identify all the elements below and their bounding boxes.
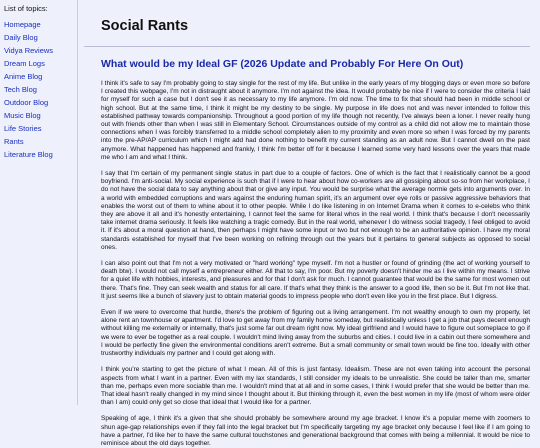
sidebar-link-anime-blog[interactable]: Anime Blog bbox=[4, 72, 43, 81]
sidebar-heading: List of topics: bbox=[4, 4, 48, 13]
title-divider bbox=[84, 46, 530, 47]
post-title: What would be my Ideal GF (2026 Update and Probably For Here On Out) bbox=[101, 58, 464, 70]
sidebar-link-dream-logs[interactable]: Dream Logs bbox=[4, 59, 45, 68]
sidebar-link-life-stories[interactable]: Life Stories bbox=[4, 124, 42, 133]
post-body bbox=[101, 80, 530, 448]
post-paragraph: I think you're starting to get the picture of what I mean. All of this is just fantasy. Idealism. These are not even taking into account the personal aspects from what I want in a partner. Even with my lax standards, I still consider my ideals to be unrealistic. She could be taller than me, smarter than me, perhaps even more sociable than me. I wouldn't mind that at all and in some cases, I think I would prefer that she would be better than me. That ideal hasn't really changed in my mind since I thought about it. But thinking through it, even the best women in my life (most of whom were older than I am) could only get so close that ideal that I would like for a partner. bbox=[101, 366, 530, 407]
post-paragraph: I say that I'm certain of my permanent single status in part due to a couple of factors. One of which is the fact that I realistically cannot be a good boyfriend. I'm anti-social. My social experience is such that if I were to hear about how co-workers are all gossiping about so-so from her workplace, I do not have the social data to say anything about that or give any input. You would be surprise what the average normie gets into arguments over. In a world with embedded corruptions and wars against the enduring human spirit, it's an argument over eye rolls or passive aggressive behaviors that enables the worst out of them to whine about it to other people. While I do like listening in on Internet Drama when it comes to e-celebs who think they are above it all and it's honestly entertaining, I cannot feel the same for literal whos in the real world. I think that's because I don't necessarily take internet drama seriously. It feels like watching a tragic comedy. But in the real world, whenever I do witness social tragedy, I feel obliged to avoid it. If it's about a moral question at hand, then perhaps I might have some input or two but not enough to be an authoritative opinion. I have my moral standards established for myself that I've been working on refining through out the years but it pertains to general subjects as opposed to social ones. bbox=[101, 170, 530, 251]
sidebar-link-tech-blog[interactable]: Tech Blog bbox=[4, 85, 37, 94]
main-content bbox=[84, 0, 534, 447]
sidebar-link-literature-blog[interactable]: Literature Blog bbox=[4, 150, 53, 159]
sidebar bbox=[0, 0, 78, 405]
sidebar-link-music-blog[interactable]: Music Blog bbox=[4, 111, 41, 120]
post-paragraph: Even if we were to overcome that hurdle, there's the problem of figuring out a living arrangement. I'm not wealthy enough to own my property, let alone rent an townhouse or apartment. I'd love to get away from my family home someday, but realistically unless I get a job that pays decent enough without killing me externally or internally, that's just some far out dream right now. My ideal girlfriend and I would have to figure out someplace to go if we were to ever be together as a real couple. I wouldn't mind living away from the suburbs and cities. I could live in a cabin out there somewhere and I would be perfectly fine given the environmental conditions aren't extreme. But a small community or small town would be fine too. Ideally with other trustworthy individuals my partner and I could get along with. bbox=[101, 309, 530, 358]
page-title: Social Rants bbox=[101, 18, 189, 34]
sidebar-link-homepage[interactable]: Homepage bbox=[4, 20, 41, 29]
sidebar-link-rants[interactable]: Rants bbox=[4, 137, 24, 146]
post-paragraph: Speaking of age, I think it's a given that she should probably be somewhere around my age bracket. I know it's a popular meme with zoomers to shun age-gap relationships even if they fall into the legal bracket but I'm specifically targeting my age bracket only because I feel like if I am going to have a partner, I'd like her to have the same cultural touchstones and generational background that comes with being a millennial. It would be nice to reminisce about the old days together. bbox=[101, 415, 530, 447]
sidebar-link-outdoor-blog[interactable]: Outdoor Blog bbox=[4, 98, 49, 107]
sidebar-link-daily-blog[interactable]: Daily Blog bbox=[4, 33, 38, 42]
post-paragraph: I think it's safe to say I'm probably going to stay single for the rest of my life. But unlike in the early years of my blogging days or even more so before I created this webpage, I'm not in distraught about it anymore. I'm not against the idea. It would probably be nice if I were to consider the criteria I laid for myself for such a case but I don't see it as necessary to my life anymore. I'm old now. The time to fix that should had been in middle school or high school. But at the same time, I think it might be my destiny to be single. My purpose in life does not and was never intended to follow this established pathway towards companionship. Throughout a good portion of my life though not recently, I've always been a loner. I never really hung out with friends other than when I was still in Elementary School. Circumstances outside of my control as a child did not allow me to maintain those connections when I was forcibly transferred to a middle school completely alien to my proximity and even more so when I was forced by my parents into the pre-AP/AP curriculum which I might add had done nothing to benefit my current standing as an adult now. But I cannot dwell on the past anymore. What happened has happened and frankly, I think I'm better off for it because I learned some very hard lessons over the years that made me who I am and what I think. bbox=[101, 80, 530, 161]
sidebar-link-vidya-reviews[interactable]: Vidya Reviews bbox=[4, 46, 54, 55]
post-paragraph: I can also point out that I'm not a very motivated or "hard working" type myself. I'm not a hustler or found of grinding (the act of working yourself to death btw). I would not call myself a entrepreneur either. All that to say, I'm poor. But my poverty doesn't hinder me as I live within my means. I strive for a quiet life with hobbies, interests, and pleasures and for that I don't ask for much. I cannot guarantee that would be the same for most women out there. That's fine. They can seek wealth and status for all care. If that's what they think is the answer to a good life, then so be it. But I'm not like that. It just seems like a bunch of slavery just to obtain material goods to impress people who don't even like you in the first place. But I digress. bbox=[101, 260, 530, 300]
